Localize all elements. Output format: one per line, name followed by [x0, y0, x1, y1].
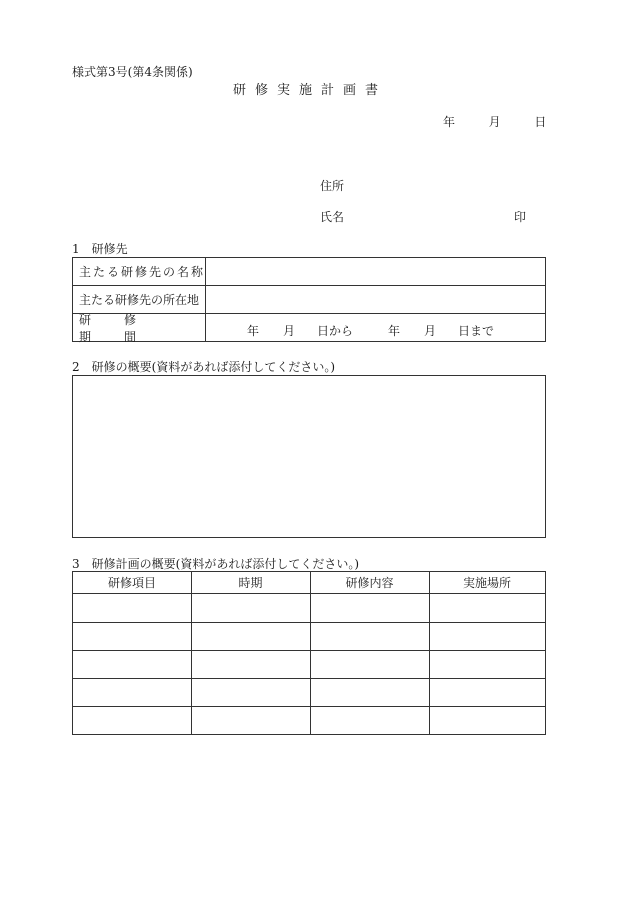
- column-divider: [310, 572, 311, 734]
- table-row: [73, 312, 545, 344]
- section3-heading: 3 研修計画の概要(資料があれば添付してください。): [72, 557, 360, 571]
- destination-name-field[interactable]: [206, 258, 545, 285]
- table-row: [73, 623, 545, 651]
- page-title: 研修実施計画書: [233, 83, 388, 98]
- date-month-label: 月: [488, 115, 501, 129]
- column-header-location: 実施場所: [462, 576, 511, 590]
- period-from-year: 年: [247, 324, 260, 338]
- period-from-day: 日から: [317, 324, 354, 338]
- seal-label: 印: [514, 210, 527, 224]
- table-row: [73, 258, 545, 286]
- table-row: [73, 707, 545, 734]
- column-divider: [429, 572, 430, 734]
- training-overview-field[interactable]: [72, 375, 546, 538]
- date-year-label: 年: [443, 115, 456, 129]
- date-day-label: 日: [534, 115, 547, 129]
- column-header-training-item: 研修項目: [107, 576, 156, 590]
- column-header-period: 時期: [238, 576, 263, 590]
- training-period-field[interactable]: [206, 314, 545, 341]
- section2-heading: 2 研修の概要(資料があれば添付してください。): [72, 360, 335, 374]
- training-period-label-text: 研修期間: [79, 312, 170, 344]
- training-plan-table: [72, 571, 546, 735]
- form-number: 様式第3号(第4条関係): [72, 65, 193, 79]
- table-row: [73, 594, 545, 623]
- section1-heading: 1 研修先: [72, 242, 128, 256]
- table-row: [73, 679, 545, 707]
- destination-name-label: 主たる研修先の名称: [73, 258, 206, 285]
- name-label: 氏名: [320, 210, 345, 224]
- table-header-row: [73, 572, 545, 594]
- period-to-day: 日まで: [458, 324, 495, 338]
- column-divider: [191, 572, 192, 734]
- table-row: [73, 651, 545, 679]
- training-period-label: [73, 312, 206, 344]
- date-line: [443, 116, 546, 128]
- period-to-year: 年: [388, 324, 401, 338]
- destination-address-field[interactable]: [206, 286, 545, 313]
- period-from-month: 月: [283, 324, 296, 338]
- training-destination-table: [72, 257, 546, 342]
- column-header-content: 研修内容: [345, 576, 394, 590]
- period-to-month: 月: [424, 324, 437, 338]
- address-label: 住所: [320, 179, 345, 193]
- destination-address-label: 主たる研修先の所在地: [73, 286, 206, 313]
